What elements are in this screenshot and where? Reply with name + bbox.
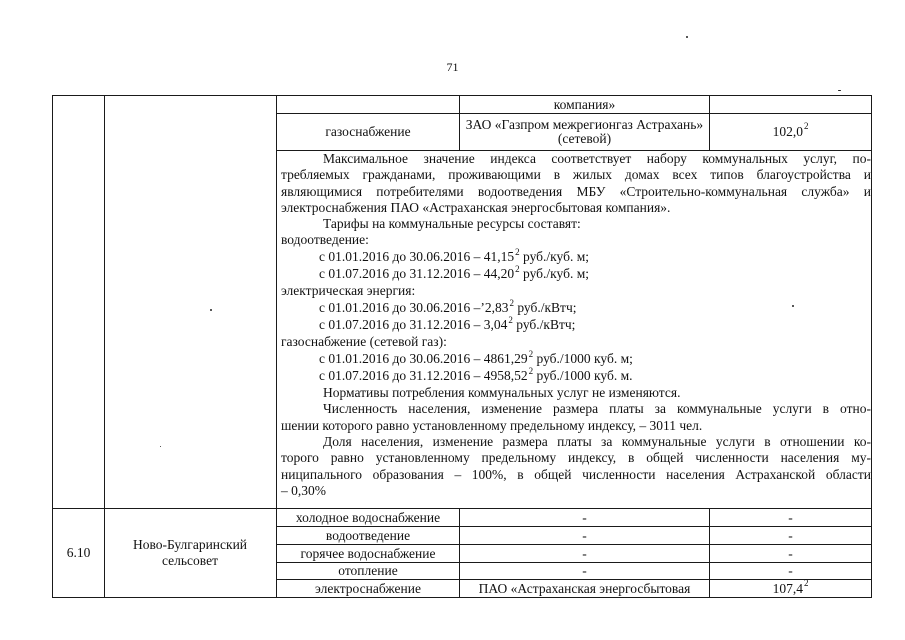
- tariff-line: с 01.07.2016 до 31.12.2016 – 3,04$^2$ руб./кВтч;: [319, 314, 576, 332]
- water-disposal-label: водоотведение:: [281, 232, 369, 248]
- text-line: Численность населения, изменение размера платы за коммунальные услуги в отно-: [323, 401, 871, 417]
- org-cell: -: [582, 545, 587, 561]
- text-line: являющимися потребителями водоотведения МБУ «Строительно-коммунальная служба» и: [281, 183, 871, 199]
- scan-speck: [838, 90, 841, 91]
- text-line: электроснабжения ПАО «Астраханская энергосбытовая компания».: [281, 199, 671, 215]
- gas-org-cell: [464, 114, 705, 150]
- section-number: 6.10: [66, 545, 91, 560]
- tariff-line: с 01.01.2016 до 30.06.2016 – 4861,29$^2$ руб./1000 куб. м;: [319, 348, 633, 366]
- column-divider: [104, 95, 105, 598]
- text-line: Доля населения, изменение размера платы за коммунальные услуги в отношении ко-: [323, 434, 871, 450]
- tariff-line: с 01.07.2016 до 31.12.2016 – 4958,52$^2$ руб./1000 куб. м.: [319, 365, 633, 383]
- tariffs-heading: Тарифы на коммунальные ресурсы составят:: [323, 216, 581, 232]
- gas-service-cell: [277, 114, 459, 150]
- municipality-cell: [112, 509, 268, 597]
- norms-line: Нормативы потребления коммунальных услуг не изменяются.: [323, 385, 681, 401]
- section-number-cell: [53, 509, 104, 597]
- continued-org-text: компания»: [553, 96, 616, 112]
- footnote-mark: 2: [803, 577, 809, 588]
- index-cell: -: [788, 509, 793, 525]
- index-cell: -: [788, 527, 793, 543]
- gas-index-cell: [710, 114, 871, 150]
- org-cell: -: [582, 527, 587, 543]
- service-name-cell: электроснабжение: [315, 580, 421, 596]
- gas-index-value: 102,0: [772, 124, 803, 139]
- footnote-mark: 2: [803, 121, 809, 131]
- municipality-name: Ново-Булгаринский сельсовет: [132, 537, 248, 568]
- tariff-line: с 01.01.2016 до 30.06.2016 – 41,15$^2$ руб./куб. м;: [319, 246, 589, 264]
- text-line: Максимальное значение индекса соответствует набору коммунальных услуг, по-: [323, 151, 871, 166]
- text-line: ниципального образования – 100%, в общей численности населения Астраханской области: [281, 466, 871, 482]
- tariff-line: с 01.01.2016 до 30.06.2016 –’2,83$^2$ руб./кВтч;: [319, 297, 577, 315]
- page-number: 71: [446, 60, 459, 74]
- index-cell: -: [788, 563, 793, 578]
- service-name-cell: водоотведение: [325, 527, 411, 543]
- text-line: торого равно установленному предельному индексу, в общей численности населения му-: [281, 450, 871, 466]
- scan-speck: [792, 305, 794, 307]
- service-name-cell: отопление: [338, 563, 398, 578]
- continued-org-cell: [460, 96, 709, 113]
- table-bottom-border: [52, 597, 872, 598]
- electricity-label: электрическая энергия:: [281, 283, 416, 299]
- gas-org-name: ЗАО «Газпром межрегионгаз Астрахань» (сетевой): [465, 117, 704, 146]
- service-name-cell: горячее водоснабжение: [300, 545, 436, 561]
- text-line: шении которого равно установленному предельному индексу, – 3011 чел.: [281, 417, 703, 433]
- index-cell: 107,4 2: [772, 577, 809, 596]
- gas-service-label: газоснабжение: [325, 124, 411, 139]
- index-cell: -: [788, 545, 793, 561]
- service-name-cell: холодное водоснабжение: [295, 509, 441, 525]
- scan-speck: [210, 309, 212, 311]
- text-line: – 0,30%: [281, 482, 326, 498]
- scan-speck: [686, 36, 688, 38]
- tariff-line: с 01.07.2016 до 31.12.2016 – 44,20$^2$ руб./куб. м;: [319, 264, 589, 282]
- gas-label: газоснабжение (сетевой газ):: [281, 334, 447, 350]
- org-cell: -: [582, 563, 587, 578]
- table-right-border: [871, 95, 872, 598]
- text-line: требляемых гражданами, проживающими в жилых домах всех типов благоустройства и: [281, 167, 871, 183]
- scan-speck: [160, 446, 161, 447]
- org-cell: ПАО «Астраханская энергосбытовая: [478, 580, 691, 596]
- org-cell: -: [582, 509, 587, 525]
- explanation-text: [281, 151, 871, 499]
